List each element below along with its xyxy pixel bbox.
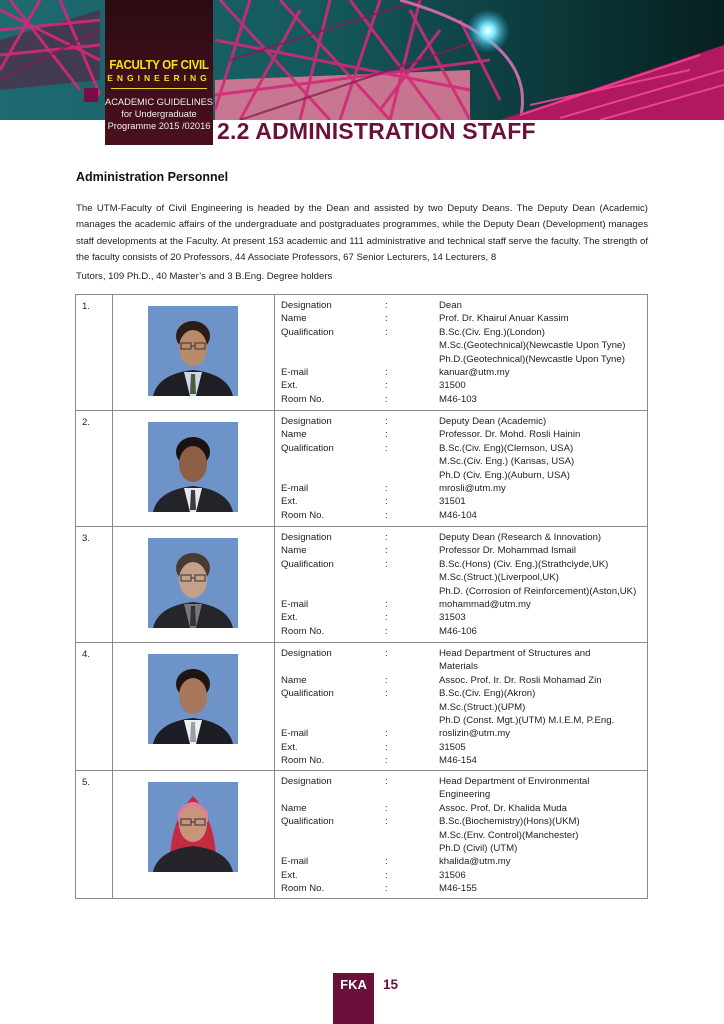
photo-cell (113, 295, 275, 411)
colon-separator (385, 339, 439, 352)
brand-divider (111, 88, 207, 89)
ext-value: 31505 (439, 741, 466, 753)
colon-separator: : (385, 612, 388, 624)
row-number: 2. (76, 411, 113, 527)
colon-separator: : (385, 816, 388, 828)
ext-row (281, 611, 647, 624)
brand-block (105, 0, 213, 145)
ext-row (281, 869, 647, 882)
brand-line-1: ACADEMIC GUIDELINES (105, 97, 213, 107)
colon-separator: : (385, 599, 388, 611)
name-label: Name (281, 313, 307, 325)
ext-row (281, 495, 647, 508)
email-label: E-mail (281, 856, 309, 868)
name-label: Name (281, 802, 307, 814)
colon-separator: : (385, 442, 388, 454)
qualification-label: Qualification (281, 688, 334, 700)
staff-row (76, 295, 648, 411)
room-label: Room No. (281, 625, 325, 637)
name-value: Assoc. Prof. Ir. Dr. Rosli Mohamad Zin (439, 674, 602, 686)
colon-separator: : (385, 416, 388, 427)
email-row (281, 855, 647, 868)
qualification-value: M.Sc.(Civ. Eng.) (Kansas, USA) (439, 456, 575, 468)
colon-separator: : (385, 625, 388, 637)
colon-separator: : (385, 380, 388, 392)
designation-value: Head Department of Environmental (439, 776, 590, 787)
qualification-row (281, 842, 647, 855)
colon-separator: : (385, 741, 388, 753)
colon-separator (385, 660, 439, 673)
colon-separator: : (385, 802, 388, 814)
page-title: 2.2 ADMINISTRATION STAFF (217, 118, 536, 144)
designation-row (281, 647, 647, 660)
name-row (281, 312, 647, 325)
qualification-row (281, 326, 647, 339)
qualification-label (281, 701, 385, 714)
colon-separator (385, 701, 439, 714)
email-row (281, 366, 647, 379)
qualification-value: Ph.D (Civ. Eng.)(Auburn, USA) (439, 469, 570, 481)
colon-separator: : (385, 755, 388, 767)
colon-separator: : (385, 367, 388, 379)
ext-value: 31503 (439, 612, 466, 624)
name-label: Name (281, 429, 307, 441)
qualification-row (281, 442, 647, 455)
qualification-value: M.Sc.(Struct.)(UPM) (439, 701, 526, 713)
qualification-row (281, 829, 647, 842)
qualification-value: Ph.D. (Corrosion of Reinforcement)(Aston,UK) (439, 585, 637, 597)
qualification-value: Ph.D (Civil) (UTM) (439, 843, 518, 855)
room-label: Room No. (281, 509, 325, 521)
colon-separator (385, 585, 439, 598)
qualification-row (281, 558, 647, 571)
email-label: E-mail (281, 728, 309, 740)
qualification-label (281, 571, 385, 584)
room-label: Room No. (281, 755, 325, 767)
staff-photo (148, 306, 238, 396)
ext-label: Ext. (281, 380, 298, 392)
ext-value: 31506 (439, 869, 466, 881)
qualification-label: Qualification (281, 442, 334, 454)
intro-paragraph (76, 201, 648, 285)
name-row (281, 544, 647, 557)
qualification-label (281, 353, 385, 366)
photo-cell (113, 643, 275, 771)
designation-label: Designation (281, 416, 332, 427)
email-row (281, 727, 647, 740)
qualification-value: M.Sc.(Geotechnical)(Newcastle Upon Tyne) (439, 340, 626, 352)
room-value: M46-154 (439, 755, 477, 767)
colon-separator: : (385, 532, 388, 543)
staff-row (76, 771, 648, 899)
colon-separator: : (385, 509, 388, 521)
staff-details (275, 527, 648, 643)
staff-row (76, 643, 648, 771)
designation-label: Designation (281, 776, 332, 787)
room-label: Room No. (281, 393, 325, 405)
colon-separator: : (385, 776, 388, 787)
room-row (281, 882, 647, 895)
section-heading: Administration Personnel (76, 170, 229, 184)
qualification-row (281, 571, 647, 584)
qualification-label (281, 455, 385, 468)
qualification-row (281, 714, 647, 727)
email-row (281, 598, 647, 611)
qualification-row (281, 815, 647, 828)
name-label: Name (281, 545, 307, 557)
name-value: Professor. Dr. Mohd. Rosli Hainin (439, 429, 581, 441)
row-number: 3. (76, 527, 113, 643)
row-number: 5. (76, 771, 113, 899)
email-value[interactable]: kanuar@utm.my (439, 367, 510, 379)
staff-table (75, 294, 648, 899)
designation-row (281, 299, 647, 312)
staff-details (275, 411, 648, 527)
email-row (281, 482, 647, 495)
designation-label (281, 660, 385, 673)
email-value[interactable]: mohammad@utm.my (439, 599, 531, 611)
brand-line-3: Programme 2015 /02016 (107, 121, 211, 131)
designation-label (281, 788, 385, 801)
colon-separator (385, 829, 439, 842)
intro-text: The UTM-Faculty of Civil Engineering is headed by the Dean and assisted by two Deputy Deans. The Deputy Dean (Academic) manages the academic affairs of the undergraduate and postgraduates programmes, while the Deputy Dean (Development) manages staff developments at the Faculty. At present 153 academic and 111 administrative and technical staff serve the faculty. The strength of the faculty consists of 20 Professors, 44 Associate Professors, 67 Senior Lecturers, 14 Lecturers, 8 (76, 203, 648, 263)
email-label: E-mail (281, 367, 309, 379)
email-value[interactable]: roslizin@utm.my (439, 728, 511, 740)
designation-value: Deputy Dean (Academic) (439, 416, 547, 427)
colon-separator: : (385, 728, 388, 740)
ext-value: 31501 (439, 496, 466, 508)
ext-label: Ext. (281, 741, 298, 753)
colon-separator: : (385, 429, 388, 441)
qualification-row (281, 455, 647, 468)
staff-row (76, 527, 648, 643)
designation-value: Dean (439, 300, 462, 311)
name-row (281, 428, 647, 441)
qualification-row (281, 687, 647, 700)
qualification-label (281, 469, 385, 482)
qualification-row (281, 585, 647, 598)
qualification-value: B.Sc.(Biochemistry)(Hons)(UKM) (439, 816, 580, 828)
qualification-row (281, 701, 647, 714)
ext-label: Ext. (281, 869, 298, 881)
qualification-value: B.Sc.(Hons) (Civ. Eng.)(Strathclyde,UK) (439, 558, 609, 570)
qualification-label: Qualification (281, 558, 334, 570)
room-row (281, 754, 647, 767)
colon-separator: : (385, 545, 388, 557)
staff-details (275, 295, 648, 411)
staff-row (76, 411, 648, 527)
qualification-value: Ph.D.(Geotechnical)(Newcastle Upon Tyne) (439, 353, 625, 365)
name-row (281, 674, 647, 687)
designation-value: Materials (439, 661, 478, 673)
room-row (281, 393, 647, 406)
colon-separator (385, 842, 439, 855)
qualification-label (281, 842, 385, 855)
qualification-label (281, 714, 385, 727)
staff-photo (148, 654, 238, 744)
email-label: E-mail (281, 599, 309, 611)
page-number: 15 (383, 977, 399, 992)
brand-subtitle: ENGINEERING (107, 73, 211, 83)
colon-separator: : (385, 313, 388, 325)
designation-row (281, 788, 647, 801)
photo-cell (113, 771, 275, 899)
colon-separator (385, 353, 439, 366)
ext-row (281, 379, 647, 392)
qualification-row (281, 339, 647, 352)
brand-title: FACULTY OF CIVIL (109, 58, 209, 72)
designation-row (281, 531, 647, 544)
decorative-square (84, 88, 98, 102)
colon-separator: : (385, 300, 388, 311)
staff-photo (148, 782, 238, 872)
colon-separator: : (385, 674, 388, 686)
room-row (281, 625, 647, 638)
colon-separator: : (385, 856, 388, 868)
colon-separator: : (385, 558, 388, 570)
colon-separator (385, 714, 439, 727)
photo-cell (113, 411, 275, 527)
designation-value: Head Department of Structures and (439, 648, 591, 659)
designation-row (281, 660, 647, 673)
colon-separator: : (385, 496, 388, 508)
qualification-label (281, 585, 385, 598)
qualification-value: M.Sc.(Env. Control)(Manchester) (439, 829, 579, 841)
name-label: Name (281, 674, 307, 686)
colon-separator: : (385, 326, 388, 338)
email-value[interactable]: khalida@utm.my (439, 856, 511, 868)
qualification-value: B.Sc.(Civ. Eng)(Clemson, USA) (439, 442, 574, 454)
staff-photo (148, 538, 238, 628)
colon-separator: : (385, 883, 388, 895)
footer-code: FKA (340, 977, 367, 992)
qualification-row (281, 469, 647, 482)
room-value: M46-104 (439, 509, 477, 521)
name-row (281, 802, 647, 815)
qualification-label (281, 339, 385, 352)
colon-separator: : (385, 869, 388, 881)
qualification-value: B.Sc.(Civ. Eng.)(London) (439, 326, 545, 338)
staff-details (275, 643, 648, 771)
colon-separator (385, 455, 439, 468)
designation-label: Designation (281, 648, 332, 659)
email-label: E-mail (281, 483, 309, 495)
qualification-value: M.Sc.(Struct.)(Liverpool,UK) (439, 572, 559, 584)
qualification-value: B.Sc.(Civ. Eng)(Akron) (439, 688, 536, 700)
photo-cell (113, 527, 275, 643)
row-number: 1. (76, 295, 113, 411)
brand-line-2: for Undergraduate (121, 109, 197, 119)
name-value: Professor Dr. Mohammad Ismail (439, 545, 577, 557)
designation-row (281, 415, 647, 428)
room-value: M46-106 (439, 625, 477, 637)
designation-row (281, 775, 647, 788)
ext-label: Ext. (281, 612, 298, 624)
designation-value: Deputy Dean (Research & Innovation) (439, 532, 602, 543)
colon-separator: : (385, 648, 388, 659)
intro-text-last-line: Tutors, 109 Ph.D., 40 Master’s and 3 B.Eng. Degree holders (76, 271, 333, 283)
room-label: Room No. (281, 883, 325, 895)
designation-value: Engineering (439, 789, 491, 801)
ext-value: 31500 (439, 380, 466, 392)
name-value: Prof. Dr. Khairul Anuar Kassim (439, 313, 569, 325)
designation-label: Designation (281, 532, 332, 543)
designation-label: Designation (281, 300, 332, 311)
ext-label: Ext. (281, 496, 298, 508)
colon-separator (385, 788, 439, 801)
qualification-value: Ph.D (Const. Mgt.)(UTM) M.I.E.M, P.Eng. (439, 715, 615, 727)
colon-separator (385, 469, 439, 482)
email-value[interactable]: mrosli@utm.my (439, 483, 506, 495)
colon-separator: : (385, 393, 388, 405)
colon-separator: : (385, 483, 388, 495)
qualification-label: Qualification (281, 816, 334, 828)
qualification-label: Qualification (281, 326, 334, 338)
qualification-label (281, 829, 385, 842)
colon-separator (385, 571, 439, 584)
ext-row (281, 741, 647, 754)
staff-photo (148, 422, 238, 512)
qualification-row (281, 353, 647, 366)
name-value: Assoc. Prof. Dr. Khalida Muda (439, 802, 567, 814)
staff-details (275, 771, 648, 899)
colon-separator: : (385, 688, 388, 700)
room-value: M46-103 (439, 393, 477, 405)
row-number: 4. (76, 643, 113, 771)
room-value: M46-155 (439, 883, 477, 895)
room-row (281, 509, 647, 522)
